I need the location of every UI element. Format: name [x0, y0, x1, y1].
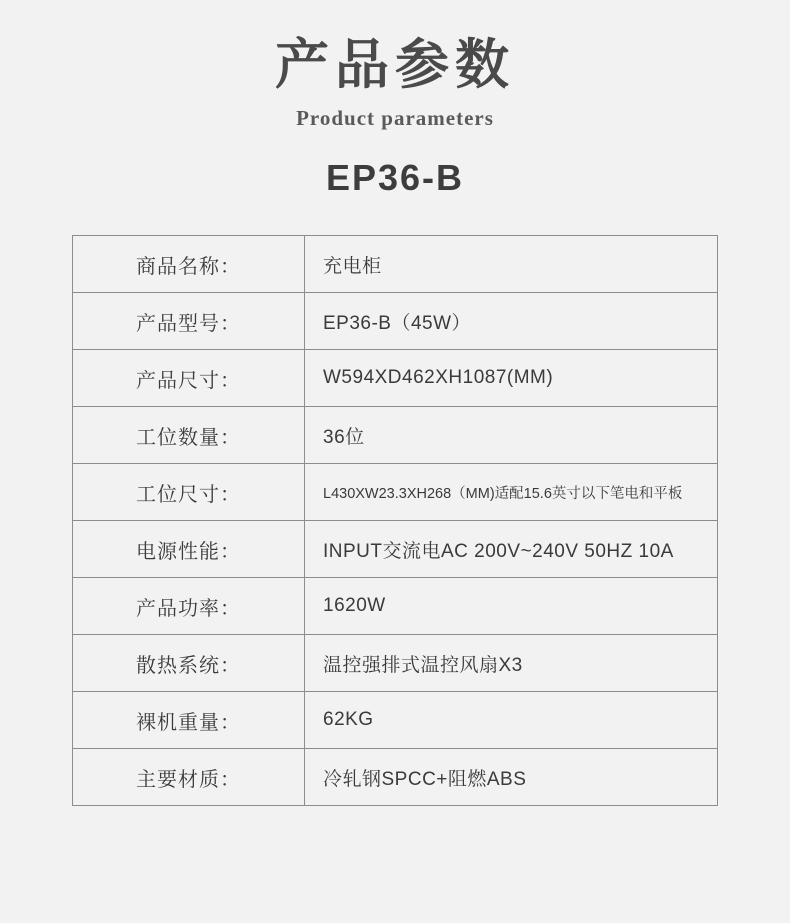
- spec-label: 工位尺寸：: [73, 464, 305, 521]
- spec-value: 62KG: [305, 692, 718, 749]
- spec-label: 电源性能：: [73, 521, 305, 578]
- table-row: [73, 293, 718, 350]
- spec-value: INPUT交流电AC 200V~240V 50HZ 10A: [305, 521, 718, 578]
- table-row: [73, 350, 718, 407]
- spec-label: 工位数量：: [73, 407, 305, 464]
- spec-value: 冷轧钢SPCC+阻燃ABS: [305, 749, 718, 806]
- spec-table: [72, 235, 718, 806]
- page-title-cn: 产品参数: [275, 35, 515, 95]
- table-row: [73, 236, 718, 293]
- spec-value: EP36-B（45W）: [305, 293, 718, 350]
- table-row: [73, 692, 718, 749]
- spec-label: 产品功率：: [73, 578, 305, 635]
- page-header: [0, 0, 790, 199]
- spec-value: 温控强排式温控风扇X3: [305, 635, 718, 692]
- table-row: [73, 578, 718, 635]
- spec-label: 散热系统：: [73, 635, 305, 692]
- table-row: [73, 464, 718, 521]
- spec-value: 36位: [305, 407, 718, 464]
- spec-value: W594XD462XH1087(MM): [305, 350, 718, 407]
- spec-label: 商品名称：: [73, 236, 305, 293]
- table-row: [73, 521, 718, 578]
- product-model-heading: EP36-B: [325, 157, 465, 199]
- table-row: [73, 635, 718, 692]
- table-row: [73, 407, 718, 464]
- spec-label: 产品尺寸：: [73, 350, 305, 407]
- spec-label: 主要材质：: [73, 749, 305, 806]
- spec-table-body: [73, 236, 718, 806]
- spec-table-wrapper: [72, 235, 718, 806]
- spec-value: 充电柜: [305, 236, 718, 293]
- spec-label: 产品型号：: [73, 293, 305, 350]
- spec-label: 裸机重量：: [73, 692, 305, 749]
- spec-value: 1620W: [305, 578, 718, 635]
- table-row: [73, 749, 718, 806]
- spec-value: L430XW23.3XH268（MM)适配15.6英寸以下笔电和平板: [305, 464, 718, 521]
- page-title-en: Product parameters: [296, 106, 494, 131]
